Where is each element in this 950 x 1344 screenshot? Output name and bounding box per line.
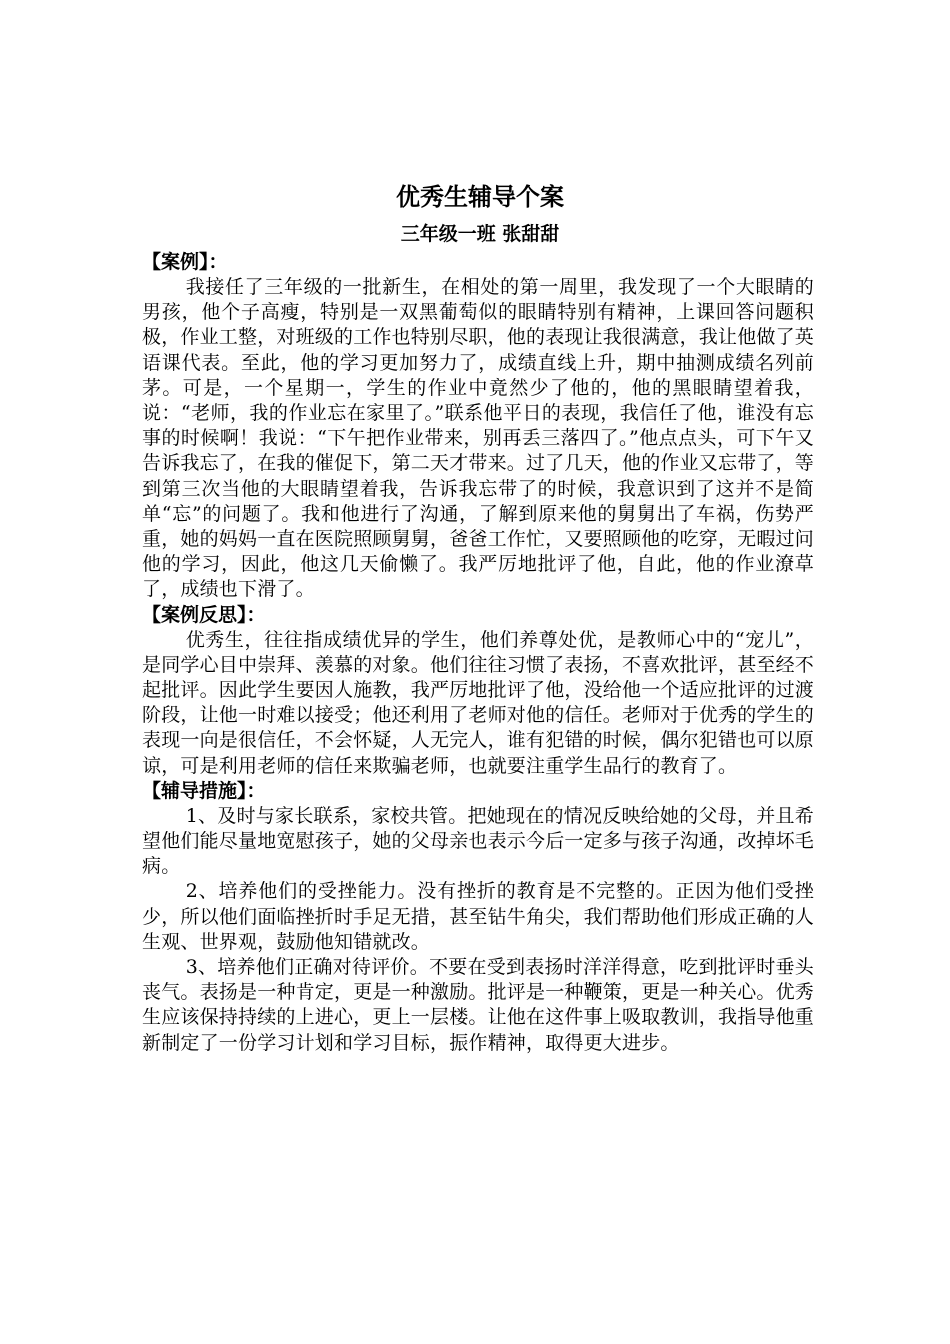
measure-paragraph-2: 2、培养他们的受挫能力。没有挫折的教育是不完整的。正因为他们受挫少，所以他们面临挫折时手足无措，甚至钻牛角尖，我们帮助他们形成正确的人生观、世界观，鼓励他知错就改。 [142, 880, 815, 953]
section-heading-reflection: 【案例反思】： [142, 603, 266, 626]
case-paragraph: 我接任了三年级的一批新生，在相处的第一周里，我发现了一个大眼睛的男孩，他个子高瘦，特别是一双黑葡萄似的眼睛特别有精神，上课回答问题积极，作业工整，对班级的工作也特别尽职，他的表现让我很满意，我让他做了英语课代表。至此，他的学习更加努力了，成绩直线上升，期中抽测成绩名列前茅。可是，一个星期一，学生的作业中竟然少了他的，他的黑眼睛望着我，说：“老师，我的作业忘在家里了。”联系他平日的表现，我信任了他，谁没有忘事的时候啊！我说：“下午把作业带来，别再丢三落四了。”他点点头，可下午又告诉我忘了，在我的催促下，第二天才带来。过了几天，他的作业又忘带了，等到第三次当他的大眼睛望着我，告诉我忘带了的时候，我意识到了这并不是简单“忘”的问题了。我和他进行了沟通，了解到原来他的舅舅出了车祸，伤势严重，她的妈妈一直在医院照顾舅舅，爸爸工作忙，又要照顾他的吃穿，无暇过问他的学习，因此，他这几天偷懒了。我严厉地批评了他，自此，他的作业潦草了，成绩也下滑了。 [142, 276, 815, 601]
section-heading-case: 【案例】： [142, 251, 228, 273]
section-reflection [142, 603, 814, 779]
reflection-paragraph: 优秀生，往往指成绩优异的学生，他们养尊处优，是教师心中的“宠儿”，是同学心目中崇拜、羡慕的对象。他们往往习惯了表扬，不喜欢批评，甚至经不起批评。因此学生要因人施教，我严厉地批评了他，没给他一个适应批评的过渡阶段，让他一时难以接受；他还利用了老师对他的信任。老师对于优秀的学生的表现一向是很信任，不会怀疑，人无完人，谁有犯错的时候，偶尔犯错也可以原谅，可是利用老师的信任来欺骗老师，也就要注重学生品行的教育了。 [142, 628, 815, 777]
document-title: 优秀生辅导个案 [396, 183, 564, 211]
measure-paragraph-1: 1、及时与家长联系，家校共管。把她现在的情况反映给她的父母，并且希望他们能尽量地宽慰孩子，她的父母亲也表示今后一定多与孩子沟通，改掉坏毛病。 [142, 804, 815, 878]
section-measures [142, 779, 814, 1056]
document-subtitle: 三年级一班 张甜甜 [400, 223, 560, 245]
measure-paragraph-3: 3、培养他们正确对待评价。不要在受到表扬时洋洋得意，吃到批评时垂头丧气。表扬是一种肯定，更是一种激励。批评是一种鞭策，更是一种关心。优秀生应该保持持续的上进心，更上一层楼。让他在这件事上吸取教训，我指导他重新制定了一份学习计划和学习目标，振作精神，取得更大进步。 [142, 956, 815, 1054]
section-case [142, 250, 814, 603]
section-heading-measures: 【辅导措施】： [142, 779, 266, 802]
document-page [142, 180, 814, 1056]
